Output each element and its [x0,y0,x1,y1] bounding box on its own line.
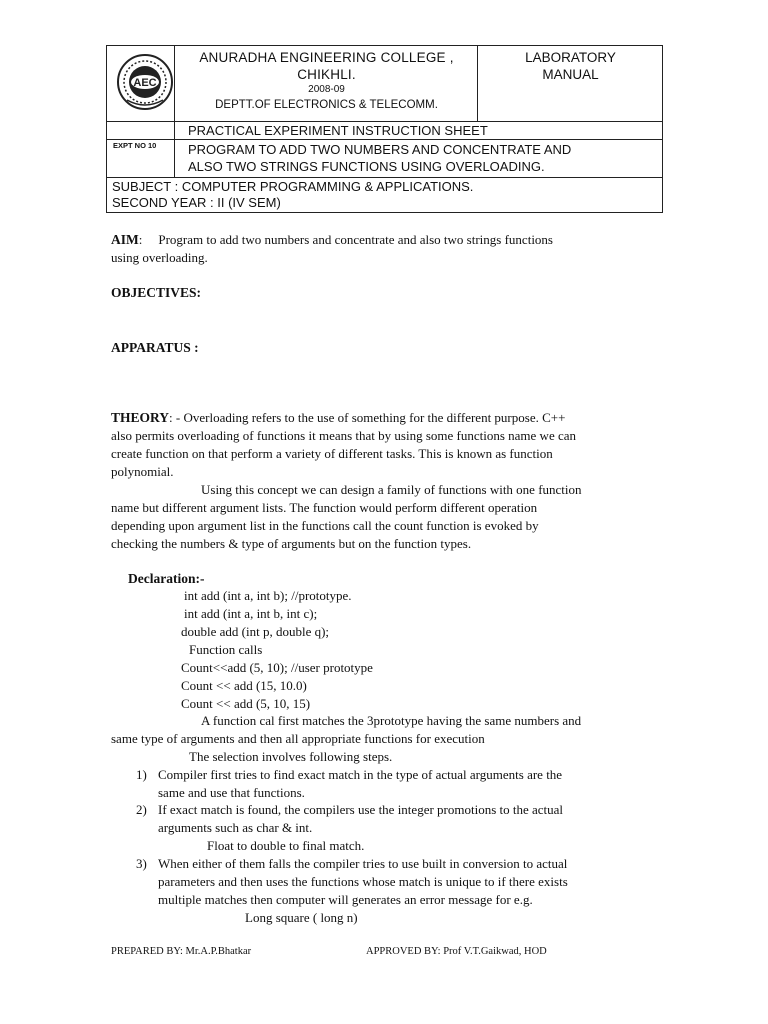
step-number-1: 1) [136,767,147,782]
aim-text-line1: Program to add two numbers and concentrate and also two strings functions [158,232,553,247]
theory-line5: Using this concept we can design a family of functions with one function [201,482,582,497]
step2-line3: Float to double to final match. [207,838,365,853]
step-number-2: 2) [136,802,147,817]
subject-info [112,179,657,211]
aim-text-line2: using overloading. [111,250,208,265]
aim-label: AIM [111,232,139,247]
header-divider [107,177,662,178]
college-name-line1: ANURADHA ENGINEERING COLLEGE , [199,50,454,65]
declaration-para-line2: same type of arguments and then all appropriate functions for execution [111,731,485,746]
academic-year: 2008-09 [308,84,345,95]
college-logo [115,52,175,114]
aim-colon: : [138,232,143,247]
theory-line6: name but different argument lists. The function would perform different operation [111,500,538,515]
theory-line3: create function on that perform a variety of different tasks. This is known as function [111,446,553,461]
program-title [188,141,658,175]
header-divider [107,121,662,122]
experiment-number: EXPT NO 10 [113,141,157,150]
step3-line1: When either of them falls the compiler tries to use built in conversion to actual [158,856,568,871]
theory-line4: polynomial. [111,464,174,479]
header-divider [107,139,662,140]
logo-text: AEC [133,77,157,89]
step-number-3: 3) [136,856,147,871]
manual-title-line2: MANUAL [542,67,599,82]
prepared-by: PREPARED BY: Mr.A.P.Bhatkar [111,946,252,957]
theory-label: THEORY [111,410,170,425]
declaration-para-line1: A function cal first matches the 3prototype having the same numbers and [201,713,582,728]
program-title-line1: PROGRAM TO ADD TWO NUMBERS AND CONCENTRATE AND [188,142,572,157]
step2-line2: arguments such as char & int. [158,820,313,835]
manual-title [478,49,663,83]
subject-line: SUBJECT : COMPUTER PROGRAMMING & APPLICATIONS. [112,179,474,194]
program-title-line2: ALSO TWO STRINGS FUNCTIONS USING OVERLOADING. [188,159,545,174]
code-line5: Count<<add (5, 10); //user prototype [181,660,373,675]
manual-title-line1: LABORATORY [525,50,616,65]
objectives-heading: OBJECTIVES: [111,285,202,300]
theory-line2: also permits overloading of functions it means that by using some functions name we can [111,428,577,443]
college-name-line2: CHIKHLI. [297,67,356,82]
code-line4: Function calls [189,642,263,657]
sheet-title: PRACTICAL EXPERIMENT INSTRUCTION SHEET [188,123,488,138]
theory-text-line1: : - Overloading refers to the use of something for the different purpose. C++ [169,410,566,425]
apparatus-heading: APPARATUS : [111,340,199,355]
theory-line7: depending upon argument list in the functions call the count function is evoked by [111,518,539,533]
step3-line4: Long square ( long n) [245,910,358,925]
step2-line1: If exact match is found, the compilers use the integer promotions to the actual [158,802,564,817]
code-line2: int add (int a, int b, int c); [184,606,318,621]
year-semester-line: SECOND YEAR : II (IV SEM) [112,195,281,210]
code-line1: int add (int a, int b); //prototype. [184,588,352,603]
college-name [175,49,478,83]
code-line6: Count << add (15, 10.0) [181,678,307,693]
step3-line3: multiple matches then computer will generates an error message for e.g. [158,892,533,907]
declaration-heading: Declaration:- [128,571,205,586]
theory-line8: checking the numbers & type of arguments but on the function types. [111,536,472,551]
department: DEPTT.OF ELECTRONICS & TELECOMM. [215,99,438,111]
theory-line1 [111,409,565,427]
code-line7: Count << add (5, 10, 15) [181,696,311,711]
step3-line2: parameters and then uses the functions whose match is unique to if there exists [158,874,568,889]
approved-by: APPROVED BY: Prof V.T.Gaikwad, HOD [366,946,547,957]
aim-line1 [111,231,553,249]
header-table [106,45,663,213]
step1-line1: Compiler first tries to find exact match in the type of actual arguments are the [158,767,563,782]
step1-line2: same and use that functions. [158,785,305,800]
code-line3: double add (int p, double q); [181,624,330,639]
declaration-para-line3: The selection involves following steps. [189,749,393,764]
